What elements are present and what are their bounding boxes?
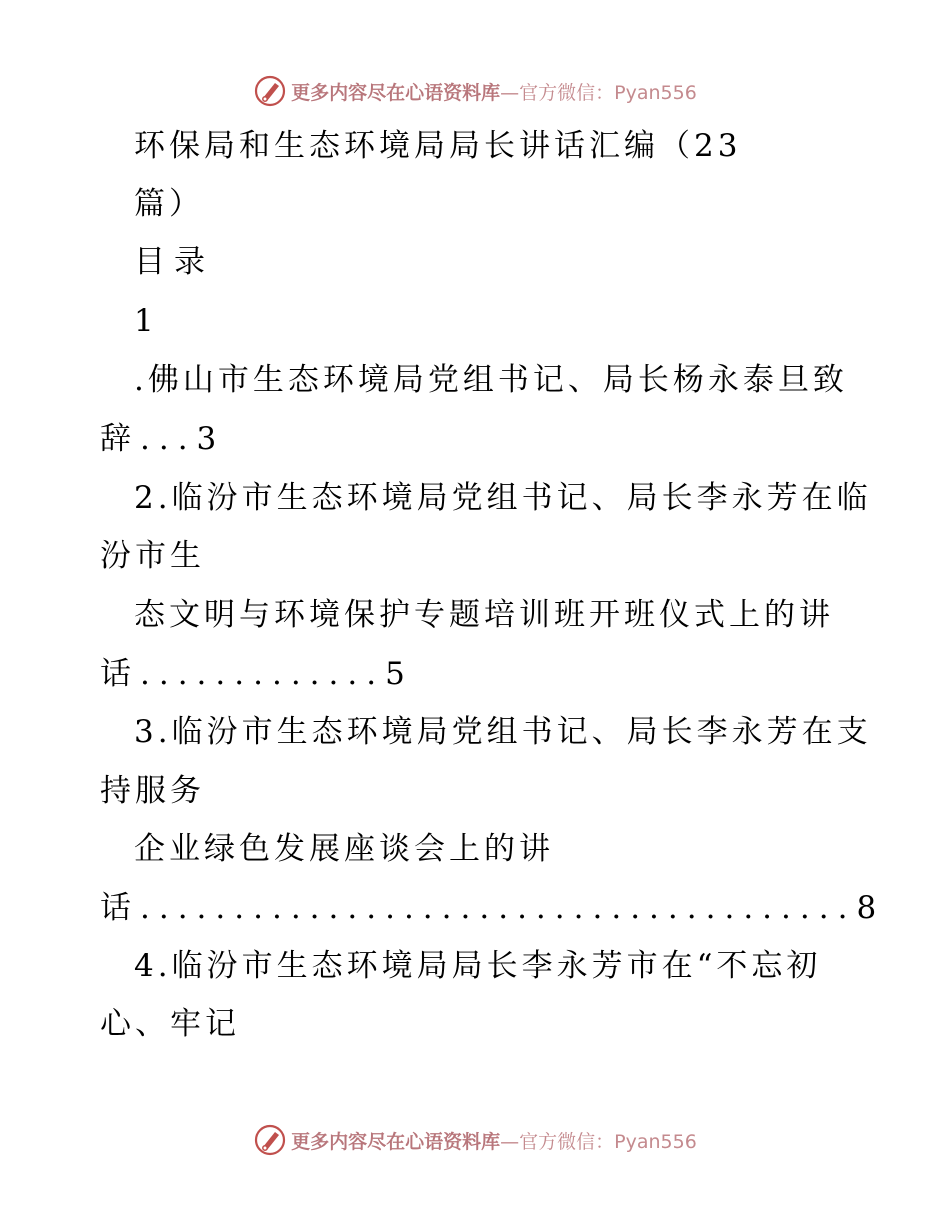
toc-item-4-line-1: 4.临汾市生态环境局局长李永芳市在“不忘初 <box>134 948 822 984</box>
toc-item-1-line-1: .佛山市生态环境局党组书记、局长杨永泰旦致 <box>134 362 848 398</box>
toc-item-2-line-3: 态文明与环境保护专题培训班开班仪式上的讲 <box>134 597 834 633</box>
toc-item-2-line-4: 话.............5 <box>100 656 414 692</box>
toc-heading: 目录 <box>134 244 214 280</box>
document-title-line-2: 篇） <box>134 186 204 222</box>
toc-item-3-line-3: 企业绿色发展座谈会上的讲 <box>134 831 554 867</box>
header-promo-banner <box>0 71 950 111</box>
pen-logo-icon <box>253 74 287 108</box>
toc-item-2-line-2: 汾市生 <box>100 538 205 574</box>
toc-item-4-line-2: 心、牢记 <box>100 1006 240 1042</box>
toc-item-2-line-1: 2.临汾市生态环境局党组书记、局长李永芳在临 <box>134 480 872 516</box>
header-promo-text: 更多内容尽在心语资料库 <box>291 81 501 104</box>
document-title-line-1: 环保局和生态环境局局长讲话汇编（23 <box>134 128 742 164</box>
header-wechat-text: —官方微信：Pyan556 <box>500 81 697 104</box>
pen-logo-icon <box>253 1123 287 1157</box>
toc-number-1: 1 <box>134 303 158 339</box>
footer-promo-banner <box>0 1120 950 1160</box>
footer-wechat-text: —官方微信：Pyan556 <box>500 1130 697 1153</box>
toc-item-3-line-4: 话......................................8 <box>100 890 886 926</box>
toc-item-3-line-1: 3.临汾市生态环境局党组书记、局长李永芳在支 <box>134 714 872 750</box>
toc-item-1-line-2: 辞...3 <box>100 421 226 457</box>
toc-item-3-line-2: 持服务 <box>100 773 205 809</box>
footer-promo-text: 更多内容尽在心语资料库 <box>291 1130 501 1153</box>
